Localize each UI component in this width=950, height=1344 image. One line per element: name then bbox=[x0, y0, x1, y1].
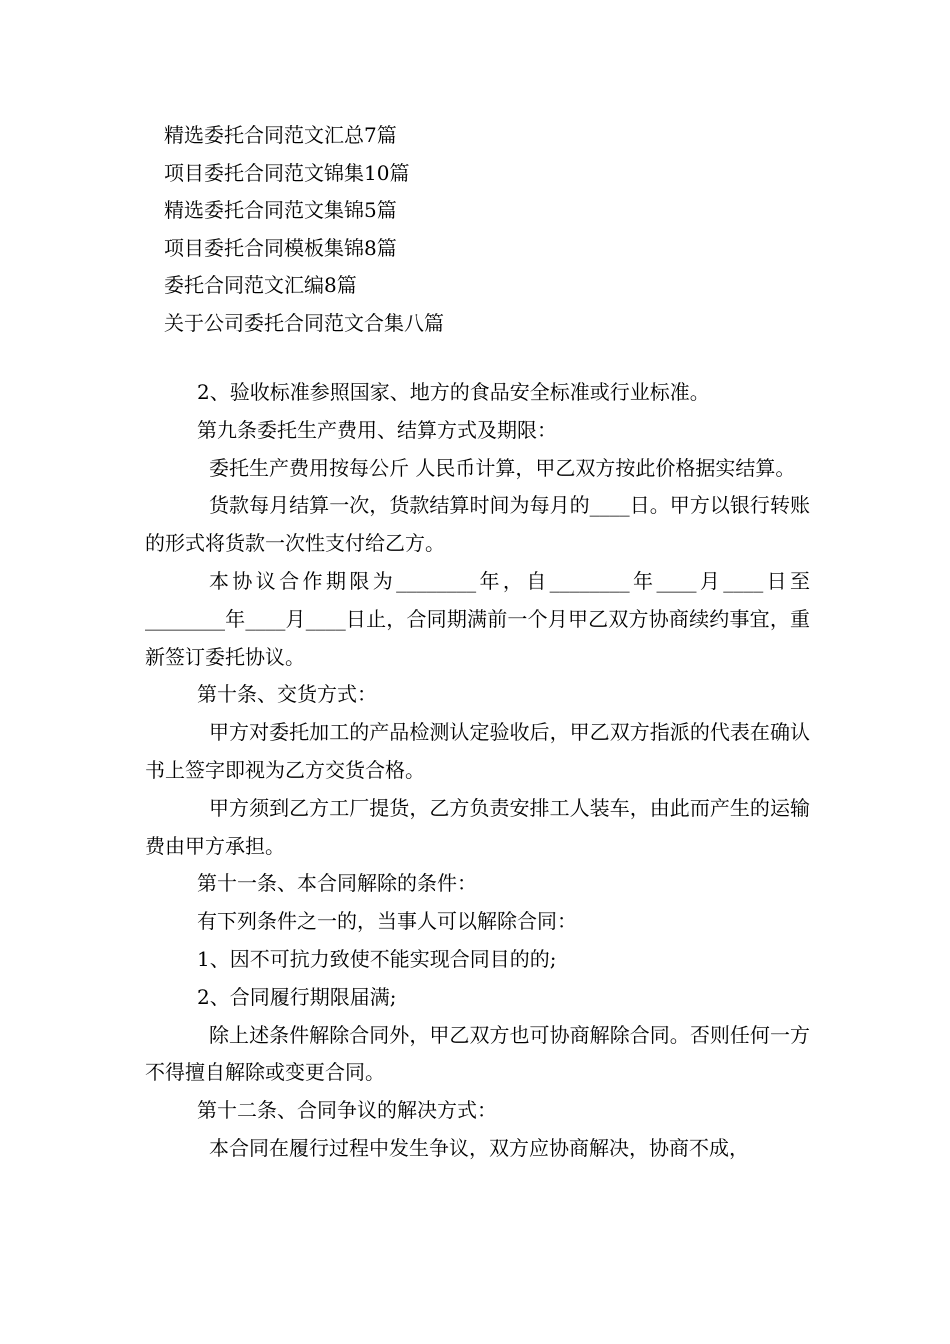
list-item: 1、因不可抗力致使不能实现合同目的的; bbox=[197, 946, 557, 971]
paragraph: 本协议合作期限为________年，自________年____月____日至________年____月____日止，合同期满前一个月甲乙双方协商续约事宜，重新签订委托协议。 bbox=[145, 568, 810, 669]
related-link[interactable]: 关于公司委托合同范文合集八篇 bbox=[164, 310, 444, 335]
related-link[interactable]: 委托合同范文汇编8篇 bbox=[164, 273, 357, 298]
section-heading: 第十二条、合同争议的解决方式： bbox=[197, 1098, 497, 1123]
contract-body bbox=[145, 374, 810, 1168]
paragraph: 有下列条件之一的，当事人可以解除合同： bbox=[197, 909, 577, 934]
related-links-list bbox=[164, 117, 764, 343]
related-link[interactable]: 精选委托合同范文汇总7篇 bbox=[164, 123, 397, 147]
paragraph: 甲方须到乙方工厂提货，乙方负责安排工人装车，由此而产生的运输费由甲方承担。 bbox=[145, 795, 810, 858]
section-heading: 第九条委托生产费用、结算方式及期限： bbox=[197, 417, 557, 442]
paragraph: 本合同在履行过程中发生争议，双方应协商解决，协商不成， bbox=[209, 1135, 749, 1160]
paragraph: 除上述条件解除合同外，甲乙双方也可协商解除合同。否则任何一方不得擅自解除或变更合同。 bbox=[145, 1022, 810, 1085]
paragraph: 2、验收标准参照国家、地方的食品安全标准或行业标准。 bbox=[197, 380, 710, 404]
section-heading: 第十条、交货方式： bbox=[197, 682, 377, 707]
paragraph: 委托生产费用按每公斤 人民币计算，甲乙双方按此价格据实结算。 bbox=[209, 455, 796, 480]
related-link[interactable]: 项目委托合同模板集锦8篇 bbox=[164, 235, 397, 260]
related-link[interactable]: 项目委托合同范文锦集10篇 bbox=[164, 160, 410, 185]
related-link[interactable]: 精选委托合同范文集锦5篇 bbox=[164, 198, 397, 223]
list-item: 2、合同履行期限届满; bbox=[197, 984, 397, 1009]
paragraph: 甲方对委托加工的产品检测认定验收后，甲乙双方指派的代表在确认书上签字即视为乙方交货合格。 bbox=[145, 720, 810, 782]
paragraph: 货款每月结算一次，货款结算时间为每月的____日。甲方以银行转账的形式将货款一次性支付给乙方。 bbox=[145, 493, 810, 556]
section-heading: 第十一条、本合同解除的条件： bbox=[197, 871, 477, 896]
